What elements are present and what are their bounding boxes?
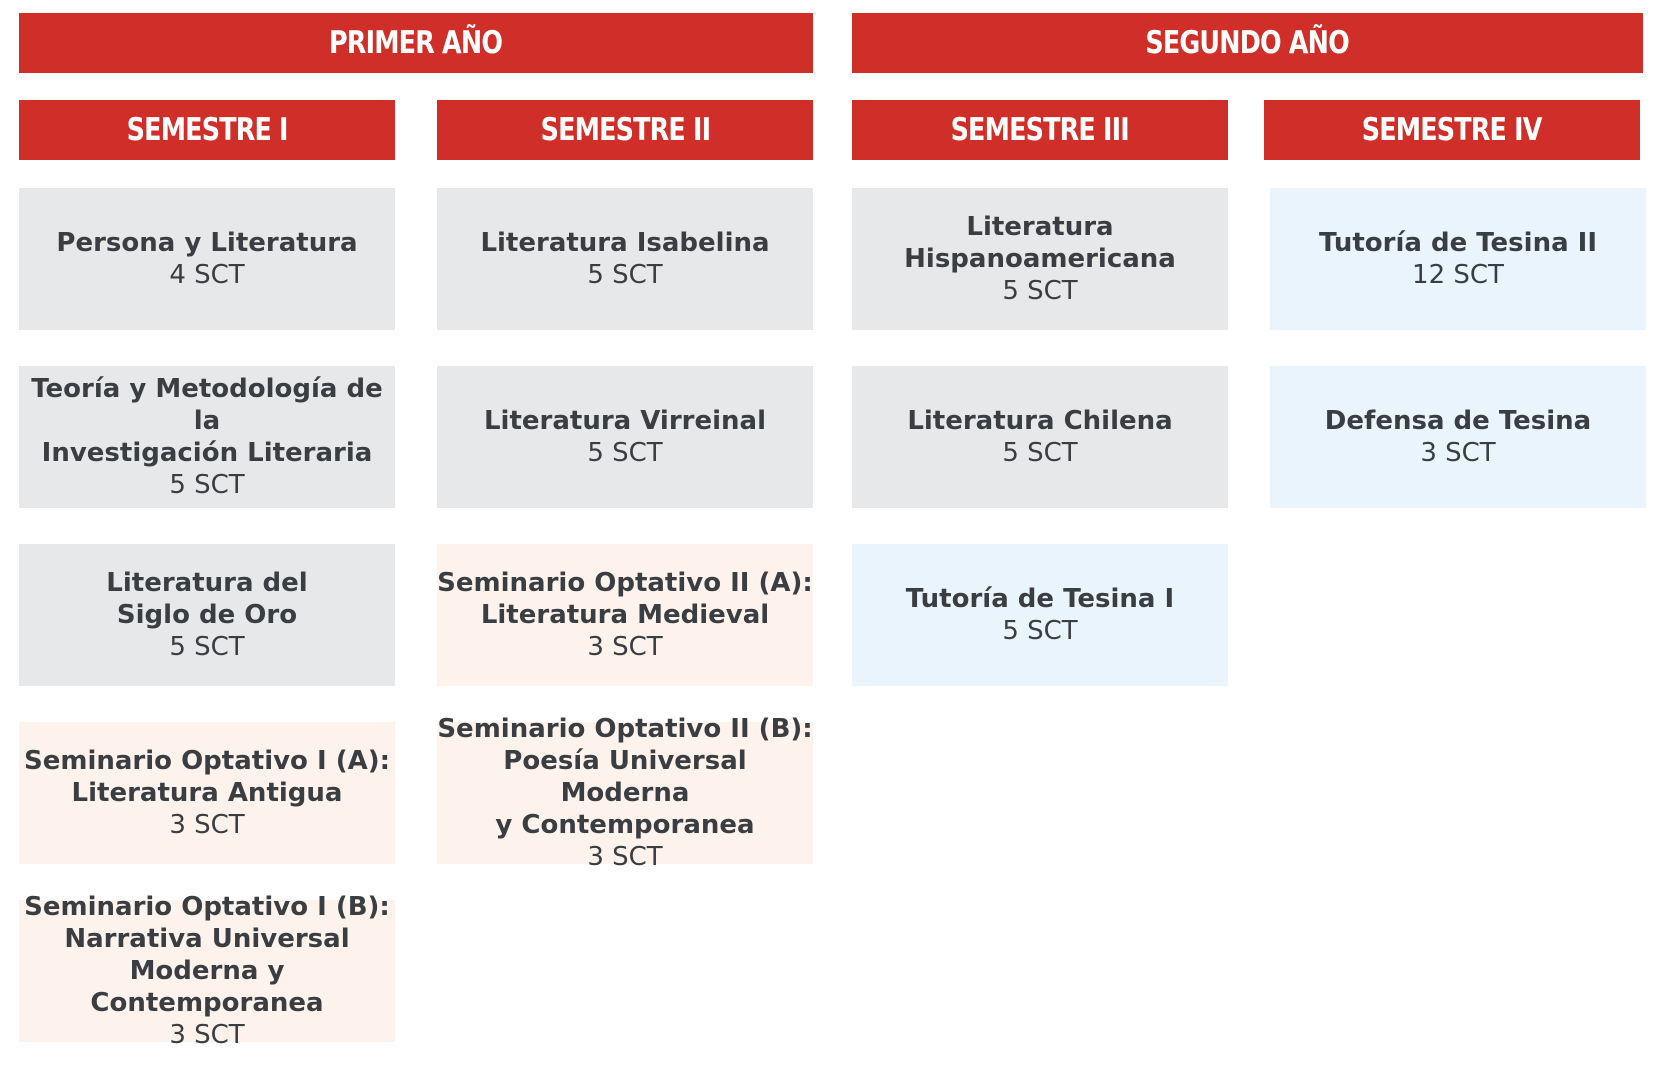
course-title: Seminario Optativo I (B): Narrativa Universal Moderna y Contemporanea xyxy=(24,892,390,1018)
course-credits: 4 SCT xyxy=(169,260,245,290)
course-credits: 5 SCT xyxy=(1002,616,1078,646)
year-header-primer xyxy=(19,13,813,73)
year-header-label: SEGUNDO AÑO xyxy=(1145,25,1350,61)
course-title: Literatura Chilena xyxy=(907,406,1173,436)
course-card xyxy=(19,722,395,864)
course-title: Literatura Virreinal xyxy=(483,406,766,436)
semester-header-4 xyxy=(1264,100,1640,160)
course-title: Literatura Isabelina xyxy=(480,228,770,258)
semester-header-2 xyxy=(437,100,813,160)
course-card xyxy=(19,366,395,508)
course-card xyxy=(1270,366,1646,508)
course-title: Literatura del Siglo de Oro xyxy=(106,568,308,630)
course-title: Seminario Optativo II (B): Poesía Universal Moderna y Contemporanea xyxy=(437,714,813,840)
course-card xyxy=(852,366,1228,508)
semester-header-label: SEMESTRE I xyxy=(126,112,288,148)
course-card xyxy=(437,714,813,872)
course-credits: 3 SCT xyxy=(169,810,245,840)
course-card xyxy=(1270,188,1646,330)
course-credits: 5 SCT xyxy=(1002,438,1078,468)
course-credits: 5 SCT xyxy=(169,632,245,662)
course-credits: 5 SCT xyxy=(1002,276,1078,306)
course-title: Seminario Optativo I (A): Literatura Antigua xyxy=(24,746,390,808)
semester-header-label: SEMESTRE IV xyxy=(1362,112,1542,148)
course-title: Persona y Literatura xyxy=(56,228,358,258)
course-credits: 3 SCT xyxy=(169,1020,245,1050)
course-title: Seminario Optativo II (A): Literatura Medieval xyxy=(437,568,813,630)
course-credits: 3 SCT xyxy=(1420,438,1496,468)
course-credits: 12 SCT xyxy=(1412,260,1504,290)
course-credits: 5 SCT xyxy=(169,470,245,500)
semester-header-3 xyxy=(852,100,1228,160)
year-header-label: PRIMER AÑO xyxy=(329,25,503,61)
course-credits: 5 SCT xyxy=(587,260,663,290)
semester-1-courses xyxy=(19,188,395,1078)
course-card xyxy=(437,366,813,508)
course-card xyxy=(19,188,395,330)
course-title: Tutoría de Tesina I xyxy=(905,584,1175,614)
course-credits: 5 SCT xyxy=(587,438,663,468)
course-credits: 3 SCT xyxy=(587,632,663,662)
semester-header-1 xyxy=(19,100,395,160)
course-title: Teoría y Metodología de la Investigación Literaria xyxy=(31,374,383,468)
course-card xyxy=(437,544,813,686)
course-card xyxy=(19,544,395,686)
course-card xyxy=(19,892,395,1050)
course-card xyxy=(437,188,813,330)
year-header-segundo xyxy=(852,13,1643,73)
course-card xyxy=(852,188,1228,330)
semester-header-label: SEMESTRE II xyxy=(540,112,710,148)
course-title: Defensa de Tesina xyxy=(1324,406,1592,436)
course-title: Tutoría de Tesina II xyxy=(1318,228,1598,258)
semester-header-label: SEMESTRE III xyxy=(950,112,1130,148)
course-title: Literatura Hispanoamericana xyxy=(904,212,1176,274)
course-credits: 3 SCT xyxy=(587,842,663,872)
semester-2-courses xyxy=(437,188,813,900)
semester-4-courses xyxy=(1270,188,1646,544)
semester-3-courses xyxy=(852,188,1228,722)
course-card xyxy=(852,544,1228,686)
